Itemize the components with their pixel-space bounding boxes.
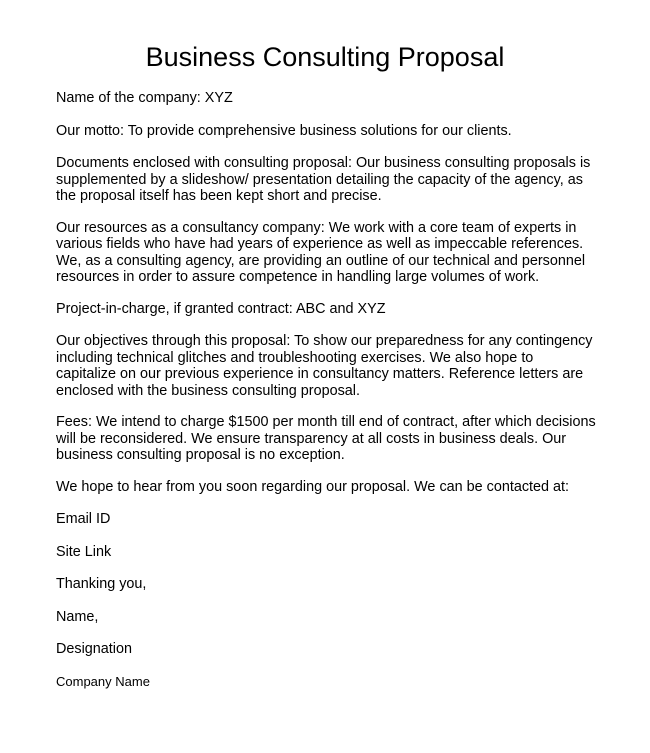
document-body — [56, 90, 596, 706]
documents-enclosed-paragraph: Documents enclosed with consulting proposal: Our business consulting proposals is supplemented by a slideshow/ presentation detailing the capacity of the agency, as the proposal itself has been kept short and precise. — [56, 155, 591, 204]
objectives-paragraph: Our objectives through this proposal: To show our preparedness for any contingency including technical glitches and troubleshooting exercises. We also hope to capitalize on our previous experience in consultancy matters. Reference letters are enclosed with the business consulting proposal. — [56, 333, 593, 399]
contact-paragraph: We hope to hear from you soon regarding our proposal. We can be contacted at: — [56, 478, 570, 495]
designation-line: Designation — [56, 641, 133, 657]
motto-paragraph: Our motto: To provide comprehensive business solutions for our clients. — [56, 122, 512, 139]
fees-paragraph: Fees: We intend to charge $1500 per month till end of contract, after which decisions will be reconsidered. We ensure transparency at all costs in business deals. Our business consulting proposal is no exception. — [56, 414, 596, 463]
document-title: Business Consulting Proposal — [145, 42, 505, 72]
resources-paragraph: Our resources as a consultancy company: We work with a core team of experts in various fields who have had years of experience as well as impeccable references. We, as a consulting agency, are providing an outline of our technical and personnel resources in order to assure competence in handling large volumes of work. — [56, 219, 586, 285]
email-id-line: Email ID — [56, 511, 111, 527]
company-name-paragraph: Name of the company: XYZ — [56, 90, 233, 106]
site-link-line: Site Link — [56, 543, 112, 560]
project-in-charge-paragraph: Project-in-charge, if granted contract: ABC and XYZ — [56, 300, 386, 317]
company-name-line: Company Name — [56, 673, 150, 689]
thanking-line: Thanking you, — [56, 576, 147, 592]
name-line: Name, — [56, 608, 99, 625]
